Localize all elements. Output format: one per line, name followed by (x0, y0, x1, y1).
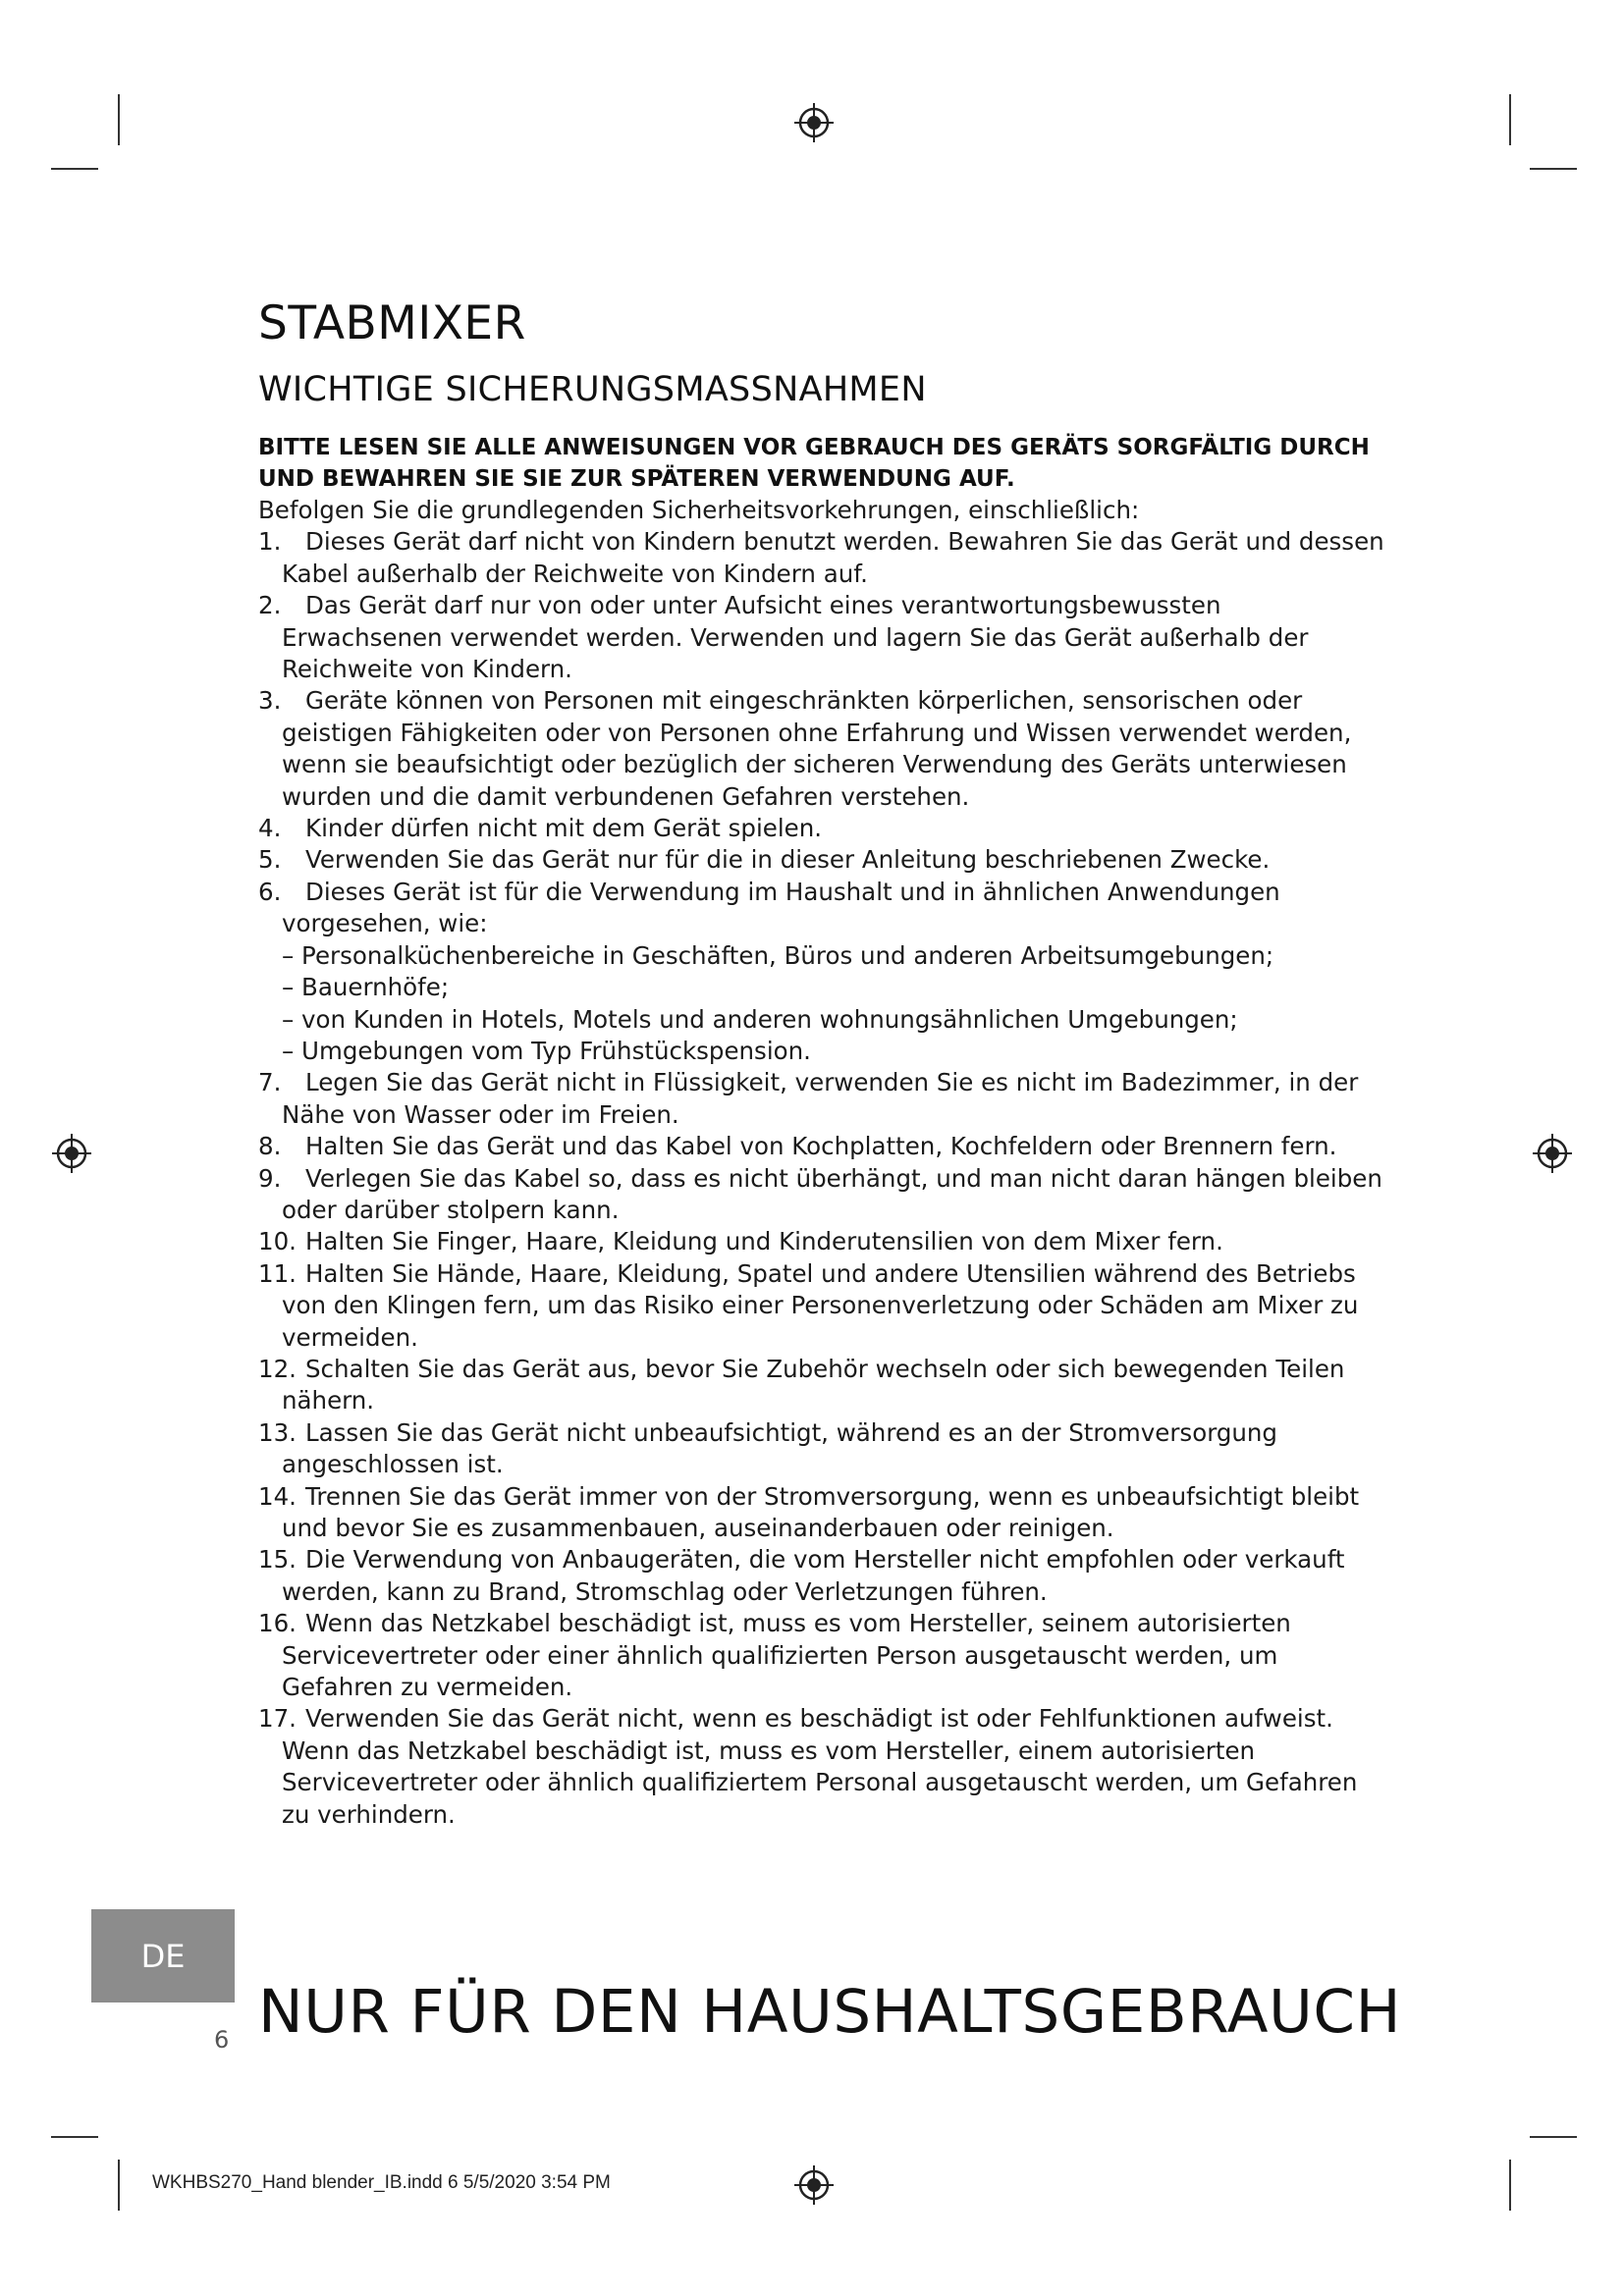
list-item: 16. Wenn das Netzkabel beschädigt ist, muss es vom Hersteller, seinem autorisierten Servicevertreter oder einer ähnlich qualifizierten Person ausgetauscht werden, um Gefahren zu vermeiden. (258, 1609, 1291, 1702)
crop-mark (1530, 2136, 1577, 2138)
registration-mark-icon (50, 1132, 93, 1175)
list-item: 8. Halten Sie das Gerät und das Kabel von Kochplatten, Kochfeldern oder Brennern fern. (258, 1132, 1337, 1161)
footer-heading: NUR FÜR DEN HAUSHALTSGEBRAUCH (258, 1977, 1402, 2047)
section-heading: WICHTIGE SICHERUNGSMASSNAHMEN (258, 370, 927, 409)
lead-text: Befolgen Sie die grundlegenden Sicherheitsvorkehrungen, einschließlich: (258, 496, 1140, 524)
crop-mark (1509, 2160, 1511, 2211)
sub-list-item: – Umgebungen vom Typ Frühstückspension. (282, 1036, 811, 1065)
list-item: 14. Trennen Sie das Gerät immer von der Stromversorgung, wenn es unbeaufsichtigt bleibt und bevor Sie es zusammenbauen, auseinanderbauen oder reinigen. (258, 1481, 1360, 1542)
language-tab: DE (91, 1909, 235, 2002)
list-item: 3. Geräte können von Personen mit eingeschränkten körperlichen, sensorischen oder geistigen Fähigkeiten oder von Personen ohne Erfahrung und Wissen verwendet werden, wenn sie beaufsichtigt oder bezüglich der sicheren Verwendung des Geräts unterwiesen wurden und die damit verbundenen Gefahren verstehen. (258, 686, 1352, 811)
list-item: 13. Lassen Sie das Gerät nicht unbeaufsichtigt, während es an der Stromversorgung angeschlossen ist. (258, 1417, 1277, 1479)
main-content (258, 294, 1387, 1831)
list-item: 5. Verwenden Sie das Gerät nur für die in dieser Anleitung beschriebenen Zwecke. (258, 845, 1271, 875)
registration-mark-icon (792, 101, 836, 144)
sub-list-item: – Bauernhöfe; (282, 973, 450, 1002)
registration-mark-icon (1531, 1132, 1574, 1175)
sub-list (282, 940, 1387, 1068)
crop-mark (118, 2160, 120, 2211)
crop-mark (51, 168, 98, 170)
safety-list (258, 526, 1387, 1831)
page-number: 6 (214, 2026, 230, 2054)
instructions-body (258, 495, 1387, 1831)
sub-list-item: – von Kunden in Hotels, Motels und anderen wohnungsähnlichen Umgebungen; (282, 1004, 1238, 1034)
intro-warning: BITTE LESEN SIE ALLE ANWEISUNGEN VOR GEBRAUCH DES GERÄTS SORGFÄLTIG DURCH UND BEWAHREN SIE SIE ZUR SPÄTEREN VERWENDUNG AUF. (258, 435, 1370, 492)
crop-mark (118, 94, 120, 145)
page-title: STABMIXER (258, 296, 526, 350)
list-item: 6. Dieses Gerät ist für die Verwendung im Haushalt und in ähnlichen Anwendungen vorgesehen, wie: – Personalküchenbereiche in Geschäften, Büros und anderen Arbeitsumgebungen; – Bauernhöfe; – von Kunden in Hotels, Motels und anderen wohnungsähnlichen Umgebungen; – Umgebungen vom Typ Frühstückspension. (258, 877, 1387, 1067)
list-item: 7. Legen Sie das Gerät nicht in Flüssigkeit, verwenden Sie es nicht im Badezimmer, in der Nähe von Wasser oder im Freien. (258, 1068, 1359, 1129)
crop-mark (51, 2136, 98, 2138)
list-item: 4. Kinder dürfen nicht mit dem Gerät spielen. (258, 814, 823, 843)
registration-mark-icon (792, 2163, 836, 2207)
list-item: 17. Verwenden Sie das Gerät nicht, wenn es beschädigt ist oder Fehlfunktionen aufweist. Wenn das Netzkabel beschädigt ist, muss es vom Hersteller, einem autorisierten Servicevertreter oder ähnlich qualifiziertem Personal ausgetauscht werden, um Gefahren zu verhindern. (258, 1704, 1358, 1829)
sub-list-item: – Personalküchenbereiche in Geschäften, Büros und anderen Arbeitsumgebungen; (282, 940, 1274, 970)
list-item: 12. Schalten Sie das Gerät aus, bevor Sie Zubehör wechseln oder sich bewegenden Teilen nähern. (258, 1354, 1345, 1415)
list-item: 11. Halten Sie Hände, Haare, Kleidung, Spatel und andere Utensilien während des Betriebs von den Klingen fern, um das Risiko einer Personenverletzung oder Schäden am Mixer zu vermeiden. (258, 1258, 1359, 1352)
list-item: 15. Die Verwendung von Anbaugeräten, die vom Hersteller nicht empfohlen oder verkauft werden, kann zu Brand, Stromschlag oder Verletzungen führen. (258, 1545, 1345, 1606)
list-item: 10. Halten Sie Finger, Haare, Kleidung und Kinderutensilien von dem Mixer fern. (258, 1227, 1223, 1256)
list-item: 2. Das Gerät darf nur von oder unter Aufsicht eines verantwortungsbewussten Erwachsenen verwendet werden. Verwenden und lagern Sie das Gerät außerhalb der Reichweite von Kindern. (258, 591, 1309, 684)
list-item: 9. Verlegen Sie das Kabel so, dass es nicht überhängt, und man nicht daran hängen bleiben oder darüber stolpern kann. (258, 1163, 1382, 1224)
crop-mark (1530, 168, 1577, 170)
crop-mark (1509, 94, 1511, 145)
list-item: 1. Dieses Gerät darf nicht von Kindern benutzt werden. Bewahren Sie das Gerät und dessen Kabel außerhalb der Reichweite von Kindern auf. (258, 527, 1384, 588)
print-slug: WKHBS270_Hand blender_IB.indd 6 5/5/2020 3:54 PM (152, 2172, 611, 2193)
